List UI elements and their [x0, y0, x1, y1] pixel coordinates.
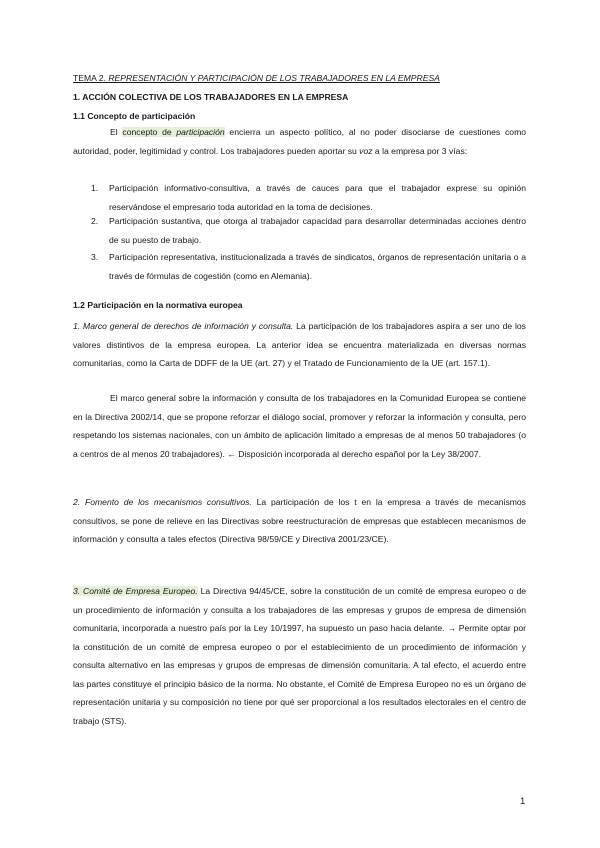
paragraph-comite-europeo	[73, 582, 526, 730]
p4-text: La participación de los t en la empresa a través de mecanismos consultivos, se pone de relieve en las Directivas sobre reestructuración de empresas que establecen mecanismos de información y consulta a tales efectos (Directiva 98/59/CE y Directiva 2001/23/CE).	[73, 497, 526, 544]
title-prefix: TEMA 2.	[73, 73, 106, 83]
p1-before: El	[110, 127, 123, 137]
p1-after: encierra un aspecto político, al no poder disociarse de cuestiones como autoridad, poder, legitimidad y control. Los trabajadores pueden aportar su	[73, 127, 527, 156]
p1-hl-text: concepto de	[122, 127, 177, 137]
list-text: Participación informativo-consultiva, a través de cauces para que el trabajador exprese su opinión reservándose el empresario toda autoridad en la toma de decisiones.	[109, 183, 526, 212]
list-number: 1.	[91, 183, 99, 193]
p4-italic: 2. Fomento de los mecanismos consultivos.	[73, 497, 252, 507]
paragraph-directiva-2002: El marco general sobre la información y consulta de los trabajadores en la Comunidad Europea se contiene en la Directiva 2002/14, que se propone reforzar el diálogo social, promover y reforzar la información y consulta, pero respetando los sistemas nacionales, con un ámbito de aplicación limitado a empresas de al menos 50 trabajadores (o a centros de al menos 20 trabajadores). ← Disposición incorporada al derecho español por la Ley 38/2007.	[73, 393, 526, 459]
list-item	[91, 248, 526, 285]
list-text: Participación sustantiva, que otorga al trabajador capacidad para desarrollar determinadas acciones dentro de su puesto de trabajo.	[109, 216, 526, 245]
page-number: 1	[520, 796, 526, 807]
p5-italic-highlighted: 3. Comité de Empresa Europeo.	[73, 586, 198, 596]
p1-hl-italic: participación	[176, 127, 225, 137]
document-title	[73, 73, 533, 83]
paragraph-marco-general	[73, 317, 526, 373]
list-number: 2.	[91, 216, 99, 226]
p2-italic: 1. Marco general de derechos de información y consulta.	[73, 321, 294, 331]
paragraph-concept	[73, 123, 526, 160]
list-text: Participación representativa, institucionalizada a través de sindicatos, órganos de representación unitaria o a través de fórmulas de cogestión (como en Alemania).	[109, 252, 526, 281]
list-item	[91, 179, 526, 216]
paragraph-mecanismos-consultivos	[73, 493, 526, 549]
list-number: 3.	[91, 252, 99, 262]
p2-text: La participación de los trabajadores aspira a ser uno de los valores distintivos de la empresa europea. La anterior idea se encuentra materializada en diversas normas comunitarias, como la Carta de DDFF de la UE (art. 27) y el Tratado de Funcionamiento de la UE (art. 157.1).	[73, 321, 526, 368]
highlighted-concept	[122, 127, 224, 137]
section-heading: 1. ACCIÓN COLECTIVA DE LOS TRABAJADORES EN LA EMPRESA	[73, 92, 349, 102]
p5-text: La Directiva 94/45/CE, sobre la constitución de un comité de empresa europeo o de un procedimiento de información y consulta a los trabajadores de las empresas y grupos de empresa de dimensión comunitaria, incorporada a nuestro país por la Ley 10/1997, ha supuesto un paso hacia delante. → Permite optar por la constitución de un comité de empresa europeo o por el establecimiento de un procedimiento de información y consulta alternativo en las empresas y grupos de empresas de dimensión comunitaria. A tal efecto, el acuerdo entre las partes constituye el principio básico de la norma. No obstante, el Comité de Empresa Europeo no es un órgano de representación unitaria y su composición no tiene por qué ser proporcional a los resultados electorales en el centro de trabajo (STS).	[73, 586, 527, 726]
subsection-heading-1-1: 1.1 Concepto de participación	[73, 111, 196, 121]
list-item	[91, 212, 526, 249]
subsection-heading-1-2: 1.2 Participación en la normativa europea	[73, 300, 243, 310]
title-text: REPRESENTACIÓN Y PARTICIPACIÓN DE LOS TRABAJADORES EN LA EMPRESA	[108, 73, 440, 83]
p1-voz: voz	[359, 145, 373, 156]
p1-end: a la empresa por 3 vías:	[372, 145, 468, 156]
